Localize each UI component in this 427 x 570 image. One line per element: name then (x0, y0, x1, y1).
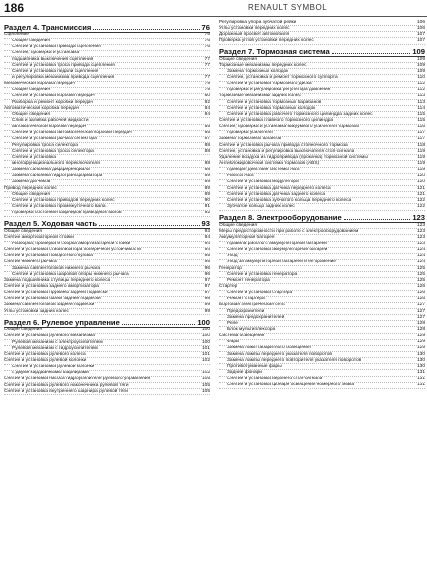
page-ref: 82 (204, 100, 210, 105)
page-ref: 85 (204, 130, 210, 136)
page-ref: 125 (416, 278, 425, 283)
toc-section-heading (4, 22, 210, 33)
page-ref: 112 (417, 81, 425, 87)
page-ref: 93 (201, 219, 210, 229)
entry-title: Аккумуляторная батарея (219, 235, 275, 240)
toc-section-heading (4, 218, 210, 229)
page-ref: 115 (417, 118, 425, 124)
entry-title: Удаление воздуха из гидропривода (прокачка) тормозной системы (219, 155, 368, 160)
page-ref: 76 (204, 44, 210, 50)
entry-title: Снятие и установка модулятора (227, 179, 299, 185)
page-ref: 100 (197, 317, 210, 327)
page-ref: 114 (417, 106, 425, 111)
entry-title: Снятие и установка датчика переднего колеса (227, 186, 331, 191)
page-ref: 126 (416, 290, 425, 296)
entry-title: Регулировка упора зубчатой рейки (219, 20, 297, 25)
page-ref: 119 (417, 149, 425, 154)
page-ref: 94 (204, 247, 210, 253)
page-ref: 123 (416, 229, 425, 234)
page-ref: 109 (416, 63, 425, 68)
page-ref: 84 (204, 106, 210, 111)
entry-title: Автоматическая коробка передач (4, 106, 80, 111)
page-ref: 76 (201, 22, 210, 32)
entry-title: Углы установки передних колес (219, 26, 290, 31)
entry-title: Снятие, установка и регулировка выключателя стоп-сигнала (219, 149, 355, 154)
entry-title: Снятие, установка и ремонт тормозного суппорта (227, 75, 338, 81)
page-ref: 105 (201, 382, 210, 388)
entry-title: Снятие и установка троса привода сцепления (12, 63, 115, 68)
page-ref: 106 (416, 20, 425, 25)
entry-title: Снятие и установка главного тормозного цилиндра (219, 118, 334, 124)
entry-title: Снятие и установка стартера (227, 290, 293, 296)
entry-title: Механическая коробка передач (4, 81, 75, 87)
page-ref: 127 (416, 309, 425, 314)
page-ref: 91 (204, 204, 210, 209)
page-ref: 121 (416, 186, 425, 191)
page-ref: 112 (417, 87, 425, 93)
page-ref: 77 (204, 63, 210, 68)
entry-title: Снятие и установка насоса гидроусилителя рулевого управления (4, 376, 151, 382)
page-ref: 109 (416, 69, 425, 74)
page-ref: 109 (412, 47, 425, 57)
page-ref: 99 (204, 302, 210, 308)
section-title: Раздел 7. Тормозная система (219, 47, 330, 57)
entry-title: Снятие и установка тормозных колодок (227, 106, 316, 111)
page-ref: 88 (204, 143, 210, 148)
page-ref: 90 (204, 198, 210, 203)
entry-title: Блок мультиплексора (227, 327, 276, 333)
page-ref: 130 (416, 358, 425, 363)
page-ref: 107 (416, 38, 425, 43)
entry-title: Снятие и установка фонаря освещения номерного знака (227, 382, 355, 388)
page-ref: 125 (416, 272, 425, 277)
page-ref: 102 (201, 358, 210, 363)
entry-title: Проверка состояния шарниров приводных валов (12, 210, 122, 216)
entry-title: Проверка углов установки передних колес (219, 38, 314, 43)
page-ref: 121 (416, 192, 425, 197)
page-ref: 131 (416, 376, 425, 382)
entry-title: Замена лампы переднего указателя поворотов (227, 352, 332, 357)
page-ref: 84 (204, 112, 210, 117)
page-ref: 100 (201, 327, 210, 333)
toc-entry (219, 38, 425, 44)
page-ref: 119 (417, 161, 425, 166)
entry-title: Работа ABS (227, 173, 254, 179)
entry-title: с двумя кардааннымы шарнирами (12, 370, 89, 376)
page-ref: 89 (204, 179, 210, 185)
page-ref: 95 (204, 259, 210, 265)
page-ref: 89 (204, 173, 210, 179)
entry-title: Снятие и установка рулевого колеса (4, 352, 86, 357)
entry-title: Дорожный просвет автомобиля (219, 32, 290, 37)
page-ref: 120 (416, 179, 425, 185)
page-ref: 89 (204, 186, 210, 191)
page-ref: 99 (204, 309, 210, 314)
toc-section-heading (4, 317, 210, 328)
page-ref: 88 (204, 149, 210, 154)
toc-right-column (219, 20, 425, 389)
page-ref: 102 (201, 370, 210, 376)
entry-title: Снятие и установка тормозных барабанов (227, 100, 322, 105)
entry-title: Снятие и установка троса селектора (12, 149, 94, 154)
dot-leader (332, 53, 411, 54)
entry-title: подшипника выключения сцепления (12, 57, 94, 62)
page-ref: 123 (412, 213, 425, 223)
page-ref: 106 (416, 26, 425, 31)
page-header (0, 0, 427, 17)
entry-title: Снятие и установка тормозного диска (227, 81, 312, 87)
dot-leader (93, 29, 199, 30)
page-ref: 87 (204, 136, 210, 142)
page-ref: 88 (204, 167, 210, 173)
entry-title: Система освещения (219, 333, 265, 339)
entry-title: Снятие и установка стабилизатора поперечной устойчивости (4, 247, 141, 253)
entry-title: Снятие и установка (12, 155, 56, 160)
entry-title: Бортовая электрическая сеть (219, 302, 285, 308)
entry-title: Замена сайлентблоков нижнего рычага (12, 266, 101, 271)
page-ref: 97 (204, 278, 210, 283)
page-ref: 118 (417, 143, 425, 148)
dot-leader (99, 225, 200, 226)
page-ref: 119 (417, 155, 425, 160)
page-ref: 76 (204, 38, 210, 44)
page-ref: 127 (416, 302, 425, 308)
dot-leader (122, 324, 196, 325)
entry-title: Замена подшипника ступицы переднего колеса (4, 278, 111, 283)
entry-title: Тормозные механизмы передних колес (219, 63, 307, 68)
entry-title: Противотуманные фары (227, 364, 282, 369)
page-ref: 92 (204, 210, 210, 216)
page-ref: 130 (416, 364, 425, 369)
entry-title: Снятие и установка автоматической коробки передач (12, 130, 132, 136)
entry-title: Слив и заливка рабочей жидкости (12, 118, 89, 124)
entry-title: Общие сведения (12, 38, 50, 44)
entry-title: Общие сведения (12, 87, 50, 93)
toc-entry (4, 309, 210, 315)
toc-left-column (4, 20, 210, 395)
entry-title: Ремонт стартера (227, 296, 265, 302)
section-title: Раздел 5. Ходовая часть (4, 219, 98, 229)
page-ref: 94 (204, 241, 210, 247)
page-ref: 116 (417, 124, 425, 130)
entry-title: Проверка и регулировка регулятора давления (227, 87, 331, 93)
entry-title: Снятие и установка датчика заднего колеса (227, 192, 326, 197)
entry-title: Правила работы с аккумуляторной батареей (227, 241, 327, 247)
page-ref: 123 (416, 241, 425, 247)
entry-title: Рулевой механизм с электроусилителем (12, 339, 103, 345)
page-ref: 131 (416, 382, 425, 388)
entry-title: Снятие и установка балки задней подвески (4, 296, 101, 302)
entry-title: Снятие нижнего рычага (4, 259, 57, 265)
entry-title: Снятие и установка коробки передач (12, 93, 95, 99)
page-ref: 123 (416, 223, 425, 228)
page-ref: 105 (201, 389, 210, 394)
page-ref: 124 (416, 259, 425, 265)
entry-title: Снятие и установка заднего амортизатора (4, 284, 99, 290)
entry-title: Тормозные механизмы задних колес (219, 93, 301, 99)
page-ref: 123 (416, 235, 425, 240)
page-ref: 126 (416, 284, 425, 290)
page-ref: 76 (204, 32, 210, 38)
entry-title: Разборка, проверка и сборка амортизаторной стойки (12, 241, 131, 247)
entry-title: Снятие и установка рулевой колонки (4, 358, 87, 363)
page-ref: 124 (416, 253, 425, 259)
page-ref: 128 (416, 327, 425, 333)
page-ref: 125 (416, 266, 425, 271)
entry-title: автоматической коробки передач (12, 124, 87, 130)
page-ref: 88 (204, 161, 210, 166)
entry-title: Сцепление (4, 32, 29, 38)
page-ref: 100 (201, 333, 210, 339)
page-ref: 101 (201, 352, 210, 357)
dot-leader (344, 219, 411, 220)
entry-title: Общие сведения (219, 223, 257, 228)
page-ref: 101 (201, 346, 210, 351)
page-ref: 109 (416, 57, 425, 62)
entry-title: Проверка усилителя (227, 130, 273, 136)
page-ref: 124 (416, 247, 425, 253)
page-ref: 117 (417, 136, 425, 142)
book-title: RENAULT SYMBOL (248, 3, 328, 12)
entry-title: Общие сведения (4, 229, 42, 234)
entry-title: Зубчатое кольцо задних колес (227, 204, 295, 209)
entry-title: Снятие и установка педали сцепления (12, 69, 99, 74)
toc-entry (219, 383, 425, 389)
entry-title: Снятие и установка шаровой опоры нижнего рычага (12, 272, 129, 277)
entry-title: Снятие и установка поворотного кулака (4, 253, 93, 259)
page-ref: 77 (204, 75, 210, 81)
entry-title: Ремонт генератора (227, 278, 270, 283)
page-ref: 113 (417, 100, 425, 105)
toc-section-heading (219, 212, 425, 223)
entry-title: Привод передних колес (4, 186, 57, 191)
entry-title: Замена ламп габаритного освещения (227, 345, 311, 351)
page-ref: 110 (417, 75, 425, 81)
page-ref: 98 (204, 296, 210, 302)
section-title: Раздел 4. Трансмиссия (4, 22, 92, 32)
page-ref: 122 (416, 204, 425, 209)
page-ref: 129 (416, 339, 425, 345)
page-ref: 129 (416, 333, 425, 339)
toc-entry (4, 211, 210, 217)
section-title: Раздел 6. Рулевое управление (4, 317, 120, 327)
page-ref: 93 (204, 229, 210, 234)
page-ref: 122 (416, 198, 425, 203)
entry-title: Рулевой механизм с гидроусилителем (12, 346, 98, 351)
entry-title: Замена сальника гидротрансформатора (12, 173, 103, 179)
page-ref: 120 (416, 173, 425, 179)
entry-title: Снятие и установка верхнего стоп-сигнала (227, 376, 323, 382)
entry-title: Регулировка троса селектора (12, 143, 78, 148)
entry-title: Снятие и установка аккумуляторной батареи (227, 247, 328, 253)
entry-title: Уход (227, 253, 238, 259)
entry-title: Реле (227, 321, 238, 326)
entry-title: Замена лампы переднего повторителя указателя поворотов (227, 358, 362, 363)
page-ref: 79 (204, 81, 210, 87)
page-ref: 119 (417, 167, 425, 173)
page-number: 186 (4, 1, 25, 15)
entry-title: Снятие и установка зубчатого кольца переднего колеса (227, 198, 352, 203)
entry-title: Снятие и установка привода сцепления (12, 44, 101, 50)
entry-title: Замена тормозных шлангов (219, 136, 282, 142)
entry-title: Замена тормозных колодок (227, 69, 289, 74)
page-ref: 89 (204, 192, 210, 197)
entry-title: Снятие и установка приводов передних колес (12, 198, 115, 203)
page-ref: 96 (204, 272, 210, 277)
entry-title: Снятие, проверка и установка вакуумного усилителя тормозов (219, 124, 359, 130)
page-ref: 94 (204, 235, 210, 240)
page-ref: 129 (416, 345, 425, 351)
entry-title: Принцип действия системы ABS (227, 167, 300, 173)
entry-title: Задние фонари (227, 370, 262, 375)
entry-title: Снятие и установка рулевого наконечника рулевой тяги (4, 382, 129, 388)
page-ref: 85 (204, 124, 210, 130)
entry-title: Снятие и установка внутреннего шарнира рулевой тяги (4, 389, 128, 394)
entry-title: Замена предохранителей (227, 315, 285, 320)
entry-title: Снятие и установка пружины задней подвески (4, 290, 108, 296)
section-title: Раздел 8. Электрооборудование (219, 213, 342, 223)
page-ref: 77 (204, 57, 210, 62)
entry-title: Снятие и установка рычага привода стояночного тормоза (219, 143, 348, 148)
entry-title: Снятие и установка рулевой колонки (12, 364, 95, 370)
entry-title: Генератор (219, 266, 242, 271)
entry-title: Стартер (219, 284, 238, 290)
entry-title: Снятие и установка рабочего тормозного цилиндра задних колес (227, 112, 373, 117)
entry-title: Снятие, проверка и установка (12, 50, 80, 56)
entry-title: Общие сведения (4, 327, 42, 333)
entry-title: Замена сальника дифференциала (12, 167, 90, 173)
entry-title: Снятие и установка генератора (227, 272, 298, 277)
entry-title: Общие сведения (219, 57, 257, 62)
entry-title: Замена датчиков (12, 179, 51, 185)
page-ref: 79 (204, 87, 210, 93)
page-ref: 97 (204, 290, 210, 296)
entry-title: Замена сайлентблоков задней подвески (4, 302, 95, 308)
entry-title: Разборка и ремонт коробки передач (12, 100, 93, 105)
toc-entry (219, 204, 425, 210)
page-ref: 115 (417, 112, 425, 117)
entry-title: многофункционального переключателя (12, 161, 100, 166)
entry-title: Снятие и установка промежуточного вала (12, 204, 106, 209)
entry-title: Общие сведения (12, 192, 50, 197)
entry-title: Снятие и установка рулевого механизма (4, 333, 95, 339)
page-ref: 105 (201, 376, 210, 382)
page-ref: 80 (204, 93, 210, 99)
entry-title: Меры предосторожности при работе с электрооборудованием (219, 229, 359, 234)
page-ref: 95 (204, 253, 210, 259)
page-ref: 117 (417, 130, 425, 136)
page-ref: 113 (417, 93, 425, 99)
page-ref: 97 (204, 284, 210, 290)
entry-title: Углы установки задних колес (4, 309, 69, 314)
toc-entry (4, 389, 210, 395)
entry-title: и регулировка механизма привода сцепления (12, 75, 115, 81)
entry-title: Общие сведения (12, 112, 50, 117)
toc-section-heading (219, 46, 425, 57)
entry-title: Снятие амортизаторной стойки (4, 235, 74, 240)
page-ref: 128 (416, 321, 425, 326)
entry-title: Уход за аккумуляторной батареей и её хранение (227, 259, 336, 265)
page-ref: 127 (416, 315, 425, 320)
page-ref: 126 (416, 296, 425, 302)
page-ref: 131 (416, 370, 425, 375)
entry-title: Предохранители (227, 309, 265, 314)
entry-title: Антиблокировочная система тормозов (ABS) (219, 161, 320, 166)
entry-title: Снятие и установка рычага селектора (12, 136, 97, 142)
entry-title: Фары (227, 339, 240, 345)
page-ref: 107 (416, 32, 425, 37)
page-ref: 96 (204, 266, 210, 271)
page-ref: 100 (201, 339, 210, 345)
page-ref: 130 (416, 352, 425, 357)
